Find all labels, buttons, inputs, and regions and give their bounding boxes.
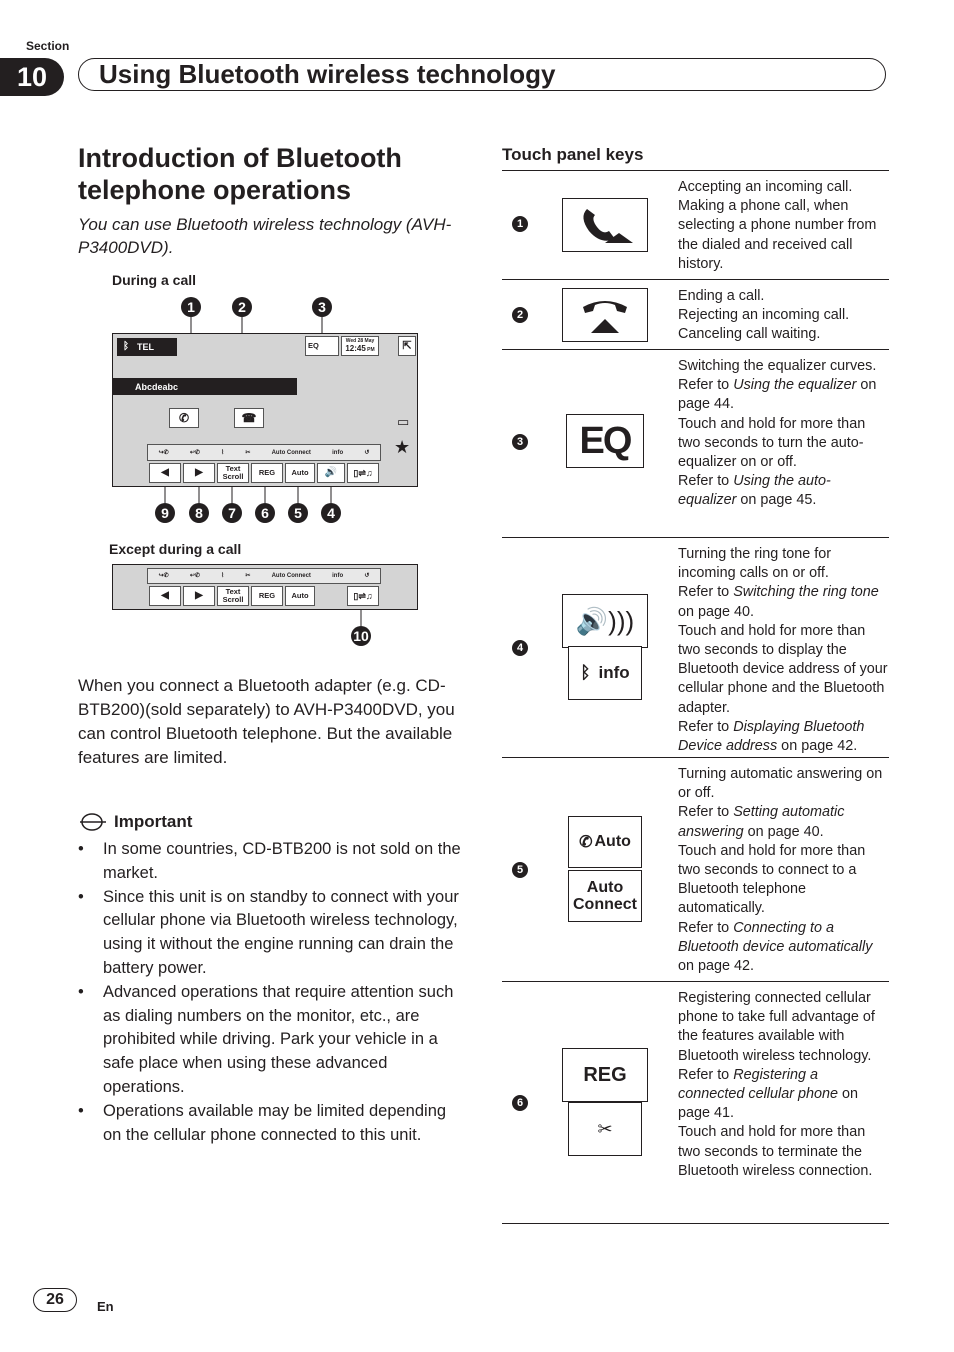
desc-ref: Using the equalizer [733,377,857,394]
bluetooth-icon: ᛒ [123,341,129,352]
time-value: 12:45 [345,344,366,353]
reg-key-2[interactable]: REG [251,586,283,606]
auto-connect-icon [568,870,642,922]
info-mini[interactable]: info [332,449,344,456]
section-title: Using Bluetooth wireless technology [78,58,886,91]
desc-text: on page 40. Touch and hold for more than two seconds to display the Bluetooth device address of your cellular phone and the Bluetooth adapter. Refer to [678,603,888,735]
tel-indicator [117,338,177,356]
important-icon [78,812,108,832]
next-key-2[interactable]: ▶ [183,586,215,606]
desc-text: Turning the ring tone for incoming calls on or off. Refer to [678,546,832,601]
touch-panel-title: Touch panel keys [502,145,644,164]
list-item: • Advanced operations that require attention such as dialing numbers on the monitor, etc., are prohibited while driving. Park your vehicle in a safe place when using these advanced operations. [78,981,463,1100]
phonebook-icon-2[interactable]: ⌇ [221,573,225,579]
row-num: 2 [512,307,528,323]
disconnect-icon[interactable]: ✂ [245,449,251,456]
table-row [502,280,889,350]
table-row [502,758,889,982]
answer-call-icon [562,198,648,252]
important-heading [78,812,192,832]
language-code: En [97,1299,114,1314]
desc-text: on page 42. [678,958,755,975]
desc-text: on page 42. [777,738,858,755]
auto-answer-key-2[interactable]: Auto [285,586,315,606]
row-desc [678,287,888,345]
row-desc [678,178,888,274]
info-key-label: info [598,663,630,682]
caller-name: Abcdeabc [135,381,179,392]
prev-key[interactable]: ◀ [149,463,181,483]
during-call-label: During a call [112,272,197,288]
folder-icon[interactable]: ▭ [397,414,410,429]
row-num: 1 [512,216,528,232]
callout-4: 4 [321,503,341,523]
callout-3: 3 [312,297,332,317]
list-item: • Operations available may be limited depending on the cellular phone connected to this unit. [78,1100,463,1148]
desc-ref: Using the auto-equalizer [678,473,831,509]
list-item: • Since this unit is on standby to connect with your cellular phone via Bluetooth wireless technology, using it without the engine running can drain the battery power. [78,886,463,981]
disconnect-icon-2[interactable]: ✂ [245,573,251,579]
row-num: 3 [512,434,528,450]
eq-key-icon: EQ [566,414,644,468]
desc-ref: Registering a connected cellular phone [678,1066,839,1103]
handsfree-switch-key-2[interactable]: ▯⇌♫ [347,586,379,606]
callout-7: 7 [222,503,242,523]
callout-6: 6 [255,503,275,523]
desc-text: Turning automatic answering on or off. Refer to [678,766,883,821]
tel-label: TEL [137,342,154,352]
desc-text: on page 44. Touch and hold for more than two seconds to turn the auto-equalizer on or off. Refer to [678,377,877,490]
auto-connect-mini-2[interactable]: Auto Connect [271,573,311,579]
intro-text: You can use Bluetooth wireless technology (AVH-P3400DVD). [78,215,452,257]
important-list [78,838,463,1147]
next-key[interactable]: ▶ [183,463,215,483]
table-row [502,982,889,1224]
desc-text: Switching the equalizer curves. Refer to [678,358,877,394]
text-scroll-key[interactable]: Text Scroll [217,463,249,483]
row-num: 4 [512,640,528,656]
star-icon[interactable]: ★ [394,437,411,457]
callout-9: 9 [155,503,175,523]
desc-ref: Displaying Bluetooth Device address [678,718,865,755]
bluetooth-icon: ᛒ [580,663,591,682]
during-call-screen [112,333,418,487]
reg-key[interactable]: REG [251,463,283,483]
function-row-top [147,444,381,461]
row-num: 5 [512,862,528,878]
desc-ref: Connecting to a Bluetooth device automatically [678,919,873,955]
phone-icon: ✆ [579,834,593,851]
eq-mini-key[interactable] [305,336,339,356]
page-heading: Introduction of Bluetooth telephone operations [78,143,402,205]
prev-key-2[interactable]: ◀ [149,586,181,606]
phonebook-icon[interactable]: ⌇ [221,449,225,456]
return-icon[interactable]: ↺ [364,449,370,456]
function-row-top-2 [147,568,381,584]
date-text: Wed 28 May [345,338,375,344]
eq-mini-label: EQ [308,341,319,350]
callout-10: 10 [351,626,371,646]
row-desc [678,989,888,1181]
body-paragraph: When you connect a Bluetooth adapter (e.g. CD-BTB200)(sold separately) to AVH-P3400DVD, you can control Bluetooth telephone. But the available features are limited. [78,676,455,767]
row-desc [678,545,888,756]
end-call-key[interactable]: ☎ [234,408,264,428]
auto-connect-line2: Connect [573,896,637,913]
touch-panel-table [502,170,889,1224]
auto-key-label: Auto [594,833,631,850]
reg-key-icon: REG [562,1048,648,1102]
info-key-icon [568,646,642,700]
desc-text: on page 40. Touch and hold for more than two seconds to connect to a Bluetooth telephone automatically. Refer to [678,823,866,936]
auto-answer-key[interactable]: Auto [285,463,315,483]
desc-text: on page 41. Touch and hold for more than two seconds to terminate the Bluetooth wireless connection. [678,1086,873,1179]
return-icon-2[interactable]: ↺ [364,573,370,579]
text-scroll-key-2[interactable]: Text Scroll [217,586,249,606]
desc-ref: Switching the ring tone [733,584,879,601]
clock-display [341,336,379,356]
redial-icon[interactable]: ↩✆ [189,449,200,456]
desc-text: Ending a call. Rejecting an incoming call. Canceling call waiting. [678,288,850,343]
desc-ref: Setting automatic answering [678,804,845,840]
desc-text: Accepting an incoming call. Making a phone call, when selecting a phone number from the dialed and received call history. [678,179,877,272]
end-call-icon [562,288,648,342]
info-mini-2[interactable]: info [332,573,344,579]
page-number: 26 [33,1288,77,1312]
dial-history-icon-2[interactable]: ↪✆ [158,573,169,579]
desc-text: on page 45. [736,492,817,509]
desc-text: Registering connected cellular phone to take full advantage of the features available with Bluetooth wireless technology. Refer to [678,990,875,1083]
except-call-label: Except during a call [109,541,242,557]
section-number: 10 [0,58,64,96]
caller-name-bar [113,378,297,395]
handsfree-switch-key[interactable]: ▯⇌♫ [347,463,379,483]
auto-connect-line1: Auto [586,879,624,896]
exit-arrow-icon[interactable]: ⇱ [398,336,416,356]
row-desc [678,357,888,511]
except-call-screen [112,564,418,610]
row-num: 6 [512,1095,528,1111]
table-row [502,171,889,280]
answer-call-key[interactable]: ✆ [169,408,199,428]
callout-1: 1 [181,297,201,317]
callout-5: 5 [288,503,308,523]
redial-icon-2[interactable]: ↩✆ [189,573,200,579]
callout-8: 8 [189,503,209,523]
auto-connect-mini[interactable]: Auto Connect [271,449,311,456]
important-label: Important [114,812,193,831]
disconnect-icon: ✂ [568,1102,642,1156]
auto-answer-icon [568,816,642,868]
time-text [345,345,374,354]
row-desc [678,765,888,976]
list-item: • In some countries, CD-BTB200 is not sold on the market. [78,838,463,886]
ringtone-key[interactable]: 🔊 [317,463,345,483]
table-row [502,538,889,758]
dial-history-icon[interactable]: ↪✆ [158,449,169,456]
ampm-text: PM [367,347,375,353]
table-row [502,350,889,538]
section-label: Section [26,39,70,53]
ringtone-icon: 🔊))) [562,594,648,648]
callout-2: 2 [232,297,252,317]
